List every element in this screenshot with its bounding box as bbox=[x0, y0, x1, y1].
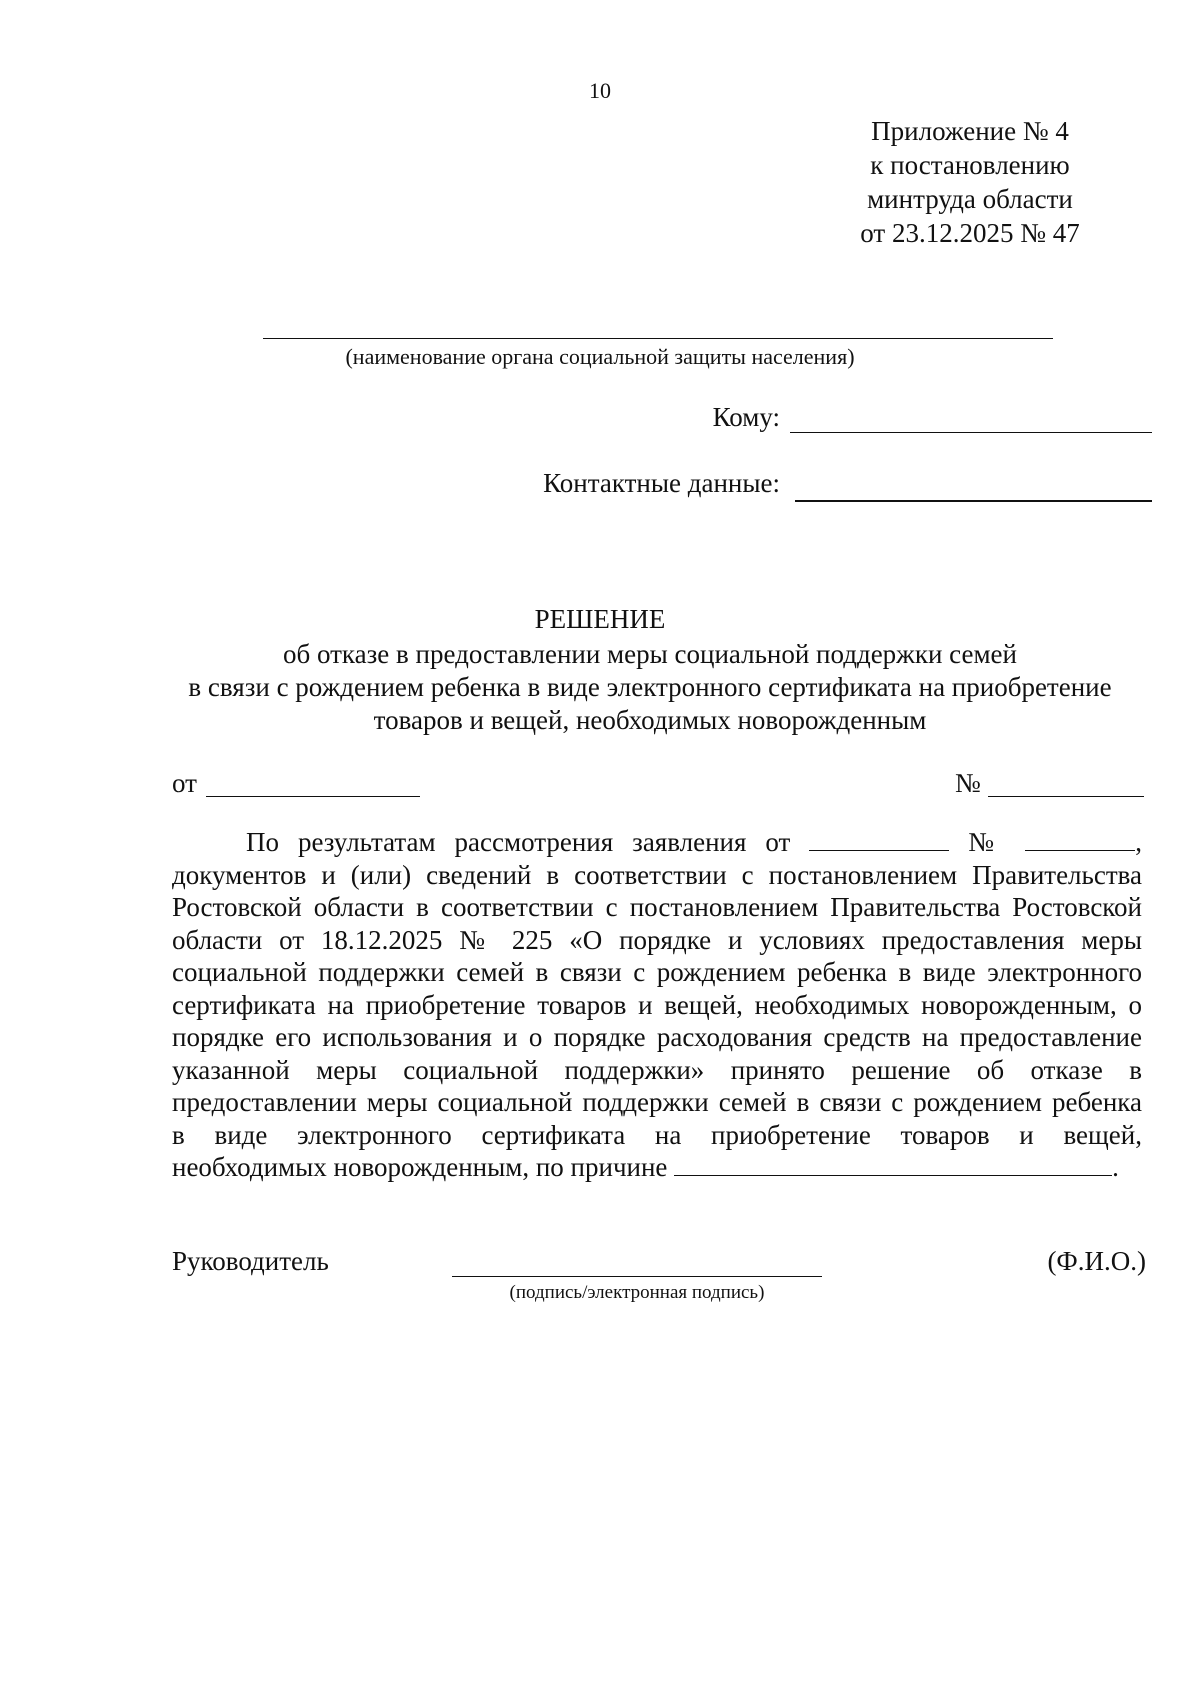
annex-line: минтруда области bbox=[867, 184, 1073, 214]
application-date-blank[interactable] bbox=[809, 828, 949, 851]
org-name-blank[interactable] bbox=[263, 338, 1053, 339]
body-line: порядке его использования и о порядке расходования средств на предоставление bbox=[172, 1022, 1142, 1052]
body-line bbox=[172, 1151, 1142, 1184]
body-line: документов и (или) сведений в соответствии с постановлением Правительства bbox=[172, 859, 1142, 890]
body-line: Ростовской области в соответствии с постановлением Правительства Ростовской bbox=[172, 892, 1142, 922]
signatory-name: (Ф.И.О.) bbox=[1047, 1246, 1146, 1276]
number-blank[interactable] bbox=[988, 796, 1144, 797]
decision-heading: РЕШЕНИЕ bbox=[534, 604, 666, 634]
to-label: Кому: bbox=[712, 402, 780, 432]
to-blank[interactable] bbox=[790, 432, 1152, 433]
annex-block bbox=[820, 114, 1120, 250]
reason-blank[interactable] bbox=[674, 1153, 1112, 1176]
body-line: области от 18.12.2025 № 225 «О порядке и условиях предоставления меры bbox=[172, 924, 1142, 955]
annex-line: от 23.12.2025 № 47 bbox=[860, 218, 1080, 248]
body-line: в виде электронного сертификата на приобретение товаров и вещей, bbox=[172, 1119, 1142, 1150]
signature-blank[interactable] bbox=[452, 1276, 822, 1277]
contacts-field-row bbox=[400, 468, 780, 502]
decision-title-line: товаров и вещей, необходимых новорожденным bbox=[373, 705, 927, 735]
to-field-row bbox=[500, 402, 780, 436]
body-line: сертификата на приобретение товаров и вещей, необходимых новорожденным, о bbox=[172, 989, 1142, 1020]
contacts-label: Контактные данные: bbox=[543, 468, 780, 498]
org-name-caption: (наименование органа социальной защиты населения) bbox=[345, 344, 855, 369]
body-number-sign: № bbox=[968, 827, 1007, 857]
date-blank[interactable] bbox=[206, 796, 420, 797]
decision-title-line: в связи с рождением ребенка в виде электронного сертификата на приобретение bbox=[188, 672, 1112, 702]
body-comma: , bbox=[1135, 827, 1143, 857]
date-label: от bbox=[172, 768, 197, 798]
decision-title-line: об отказе в предоставлении меры социальной поддержки семей bbox=[283, 639, 1017, 669]
body-line-text: необходимых новорожденным, по причине bbox=[172, 1152, 668, 1182]
page-number: 10 bbox=[589, 78, 611, 103]
body-line: предоставлении меры социальной поддержки семей в связи с рождением ребенка bbox=[172, 1087, 1142, 1117]
body-line-text: По результатам рассмотрения заявления от bbox=[246, 827, 791, 857]
body-paragraph bbox=[172, 826, 1142, 1184]
signature-caption: (подпись/электронная подпись) bbox=[509, 1282, 765, 1303]
annex-line: Приложение № 4 bbox=[871, 116, 1069, 146]
signatory-role: Руководитель bbox=[172, 1246, 329, 1276]
application-number-blank[interactable] bbox=[1025, 828, 1135, 851]
number-label: № bbox=[955, 768, 981, 798]
annex-line: к постановлению bbox=[870, 150, 1070, 180]
body-line: социальной поддержки семей в связи с рождением ребенка в виде электронного bbox=[172, 957, 1142, 987]
body-line bbox=[172, 826, 1142, 859]
body-line: указанной меры социальной поддержки» принято решение об отказе в bbox=[172, 1054, 1142, 1085]
decision-title bbox=[160, 638, 1140, 737]
contacts-blank[interactable] bbox=[795, 500, 1152, 502]
body-period: . bbox=[1112, 1152, 1119, 1182]
